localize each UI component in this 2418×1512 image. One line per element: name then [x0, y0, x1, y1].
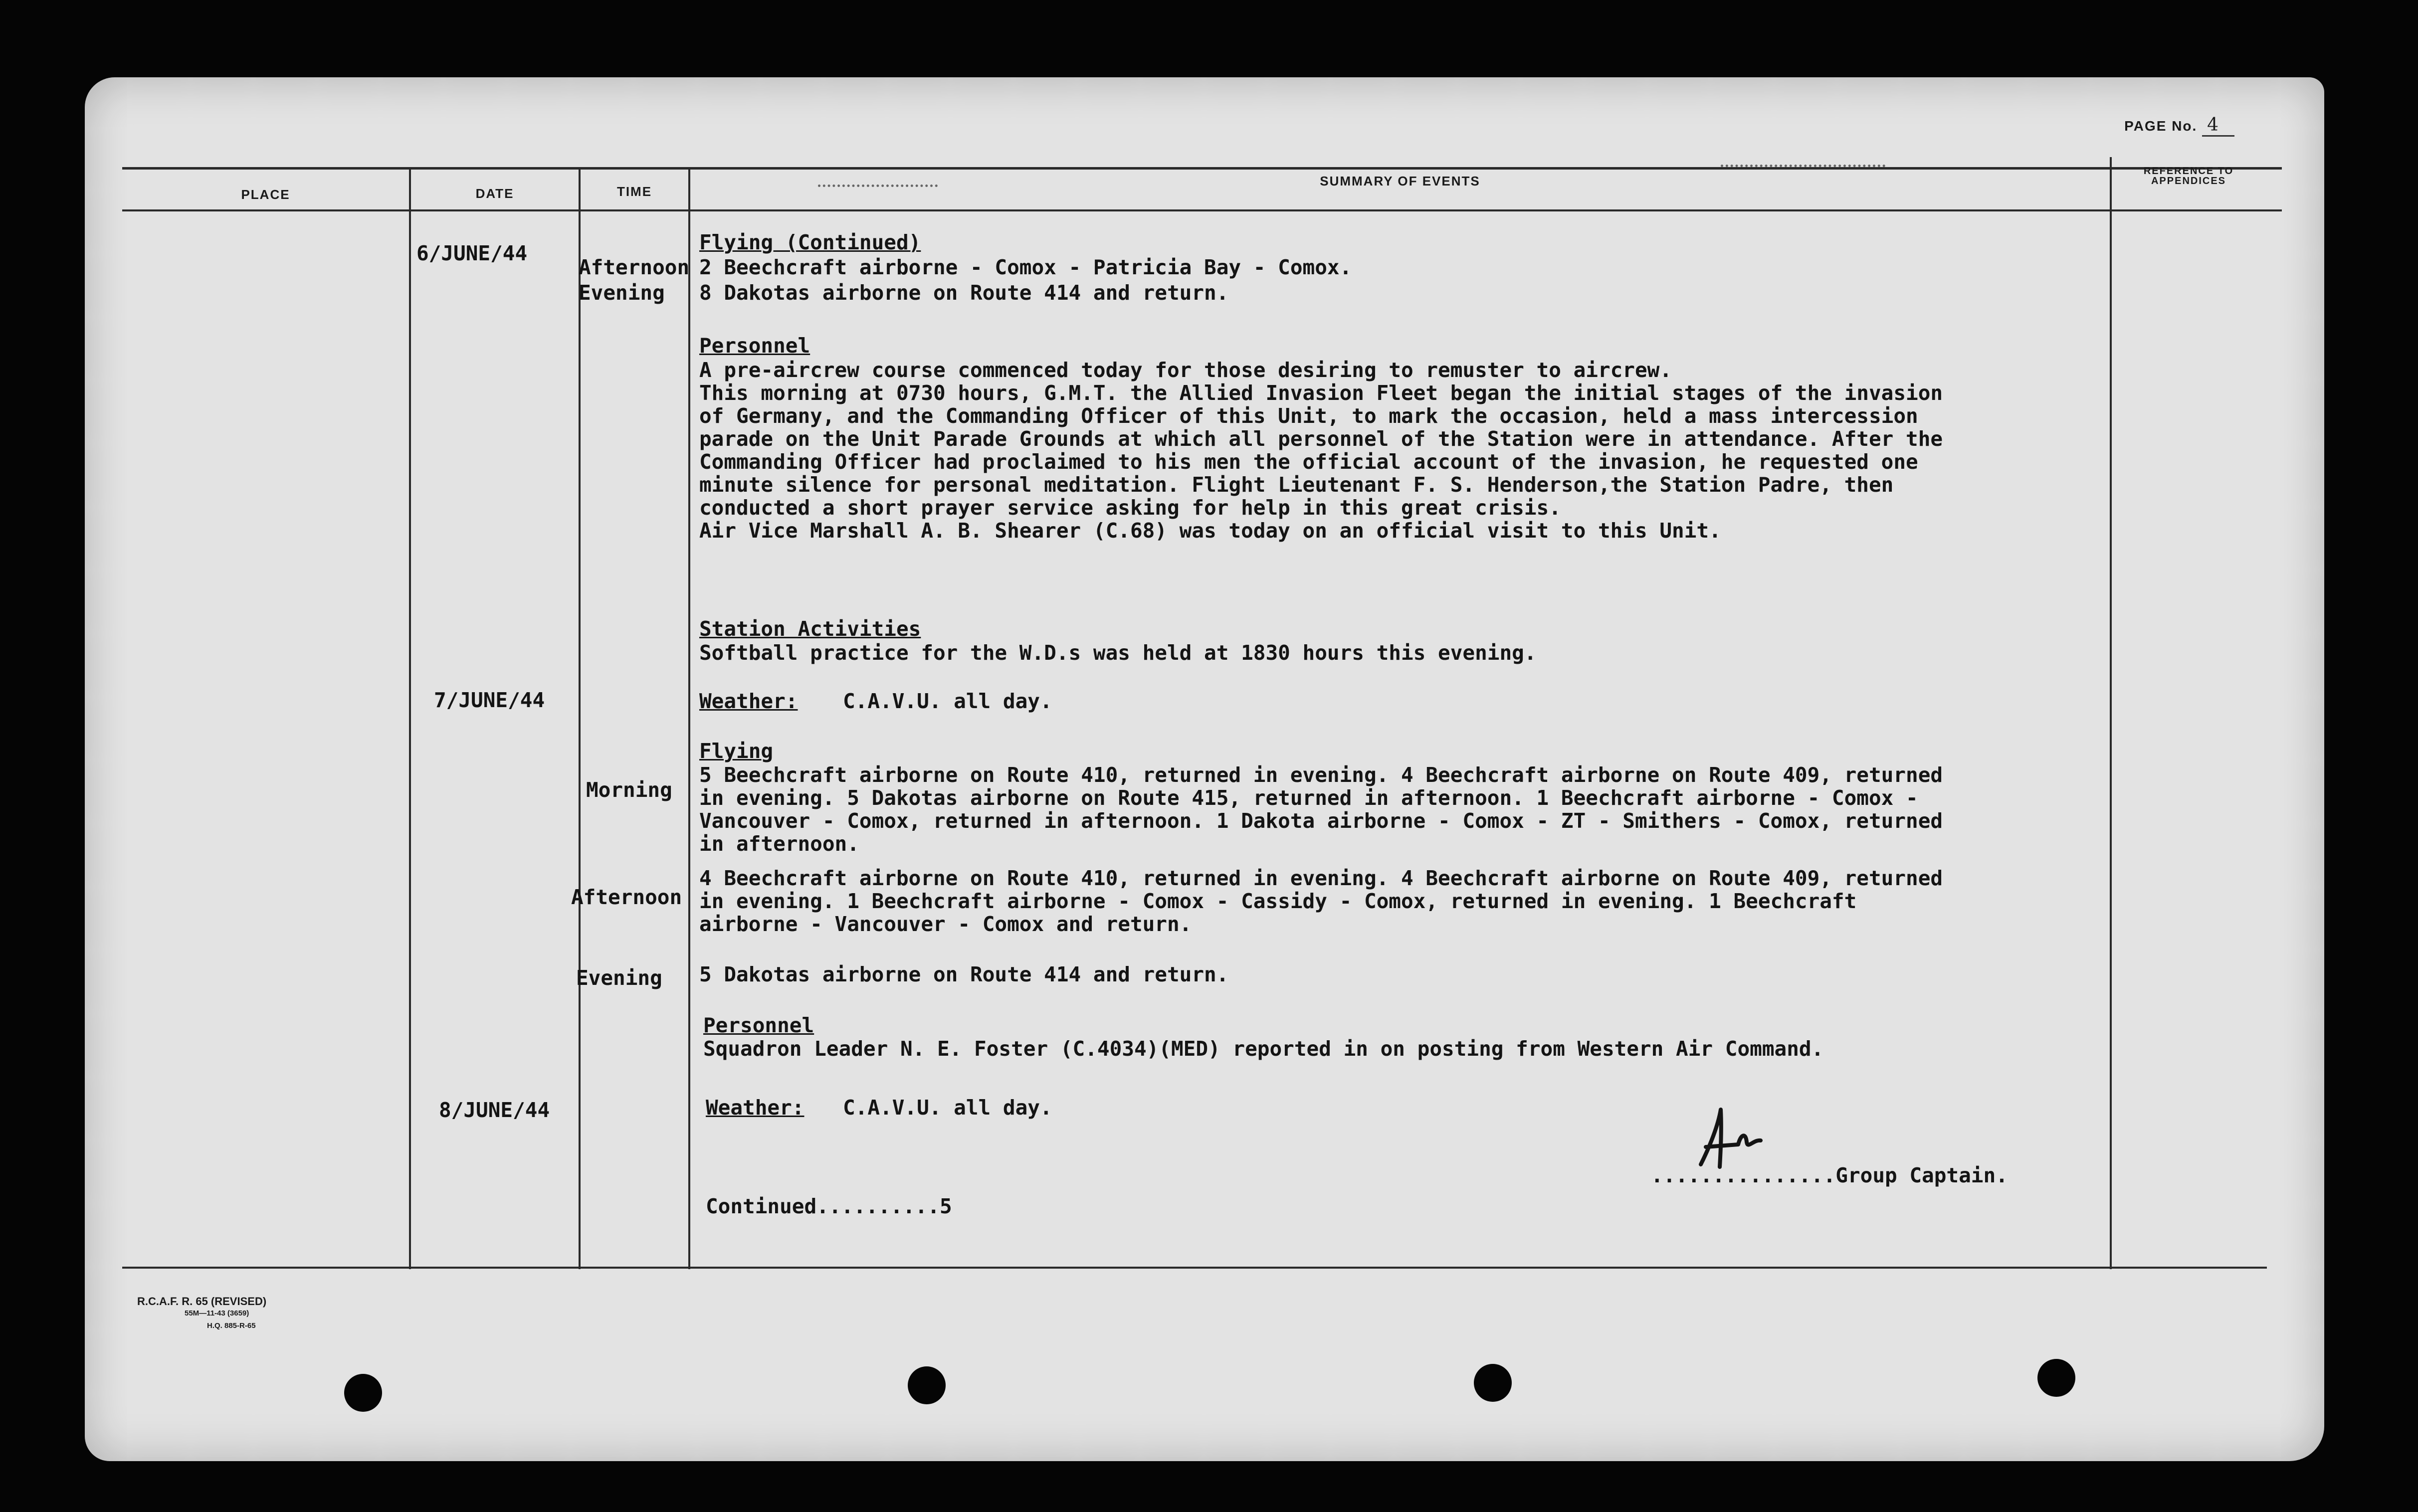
- summary-line: 5 Dakotas airborne on Route 414 and return.: [699, 962, 1229, 986]
- summary-line: Softball practice for the W.D.s was held at 1830 hours this evening.: [699, 641, 1537, 665]
- punch-hole: [1474, 1364, 1512, 1402]
- header-time: TIME: [616, 184, 652, 199]
- header-rule: [122, 209, 2282, 211]
- summary-line: in afternoon.: [699, 832, 859, 856]
- heading-weather-8-june: Weather:: [706, 1096, 805, 1120]
- form-id-line-1: R.C.A.F. R. 65 (REVISED): [137, 1295, 267, 1308]
- time-morning: Morning: [586, 778, 672, 802]
- summary-line: airborne - Vancouver - Comox and return.: [699, 912, 1192, 936]
- summary-line: minute silence for personal meditation. Flight Lieutenant F. S. Henderson,the Station Padre, then: [699, 473, 1894, 497]
- record-sheet: [85, 77, 2324, 1461]
- summary-line: A pre-aircrew course commenced today for those desiring to remuster to aircrew.: [699, 358, 1672, 382]
- time-evening-2: Evening: [576, 966, 662, 990]
- place-date-divider: [409, 167, 411, 1269]
- summary-line: of Germany, and the Commanding Officer of this Unit, to mark the occasion, held a mass intercession: [699, 404, 1918, 428]
- page-number-label: PAGE No.: [2124, 118, 2198, 134]
- punch-hole: [908, 1366, 946, 1404]
- summary-line: Squadron Leader N. E. Foster (C.4034)(MED) reported in on posting from Western Air Command.: [703, 1037, 1824, 1061]
- date-time-divider: [579, 167, 581, 1269]
- header-reference: REFERENCE TO APPENDICES: [2143, 166, 2234, 187]
- time-summary-divider: [688, 167, 690, 1269]
- heading-personnel-2: Personnel: [703, 1013, 814, 1037]
- header-summary: SUMMARY OF EVENTS: [1320, 174, 1480, 189]
- header-date: DATE: [475, 186, 514, 201]
- summary-line: in evening. 5 Dakotas airborne on Route 415, returned in afternoon. 1 Beechcraft airborne - Comox -: [699, 786, 1918, 810]
- time-evening-1: Evening: [579, 281, 665, 305]
- time-afternoon-2: Afternoon: [571, 885, 682, 909]
- punch-hole: [344, 1374, 382, 1412]
- summary-reference-divider: [2110, 157, 2112, 1269]
- weather-7-june-value: C.A.V.U. all day.: [843, 689, 1052, 713]
- signature-line: ...............Group Captain.: [1651, 1163, 2008, 1187]
- heading-personnel-1: Personnel: [699, 334, 810, 358]
- summary-line: 8 Dakotas airborne on Route 414 and return.: [699, 281, 1229, 305]
- summary-line: This morning at 0730 hours, G.M.T. the Allied Invasion Fleet began the initial stages of the invasion: [699, 381, 1943, 405]
- summary-line: in evening. 1 Beechcraft airborne - Comox - Cassidy - Comox, returned in evening. 1 Beechcraft: [699, 889, 1857, 913]
- bottom-rule: [122, 1267, 2267, 1269]
- continued-note: Continued..........5: [706, 1194, 952, 1218]
- summary-line: conducted a short prayer service asking for help in this great crisis.: [699, 496, 1561, 520]
- heading-flying-continued: Flying (Continued): [699, 230, 921, 254]
- summary-line: 5 Beechcraft airborne on Route 410, returned in evening. 4 Beechcraft airborne on Route 409, returned: [699, 763, 1943, 787]
- summary-line: Vancouver - Comox, returned in afternoon. 1 Dakota airborne - Comox - ZT - Smithers - Comox, returned: [699, 809, 1943, 833]
- heading-station-activities: Station Activities: [699, 617, 921, 641]
- summary-line: Air Vice Marshall A. B. Shearer (C.68) was today on an official visit to this Unit.: [699, 519, 1721, 543]
- summary-line: parade on the Unit Parade Grounds at which all personnel of the Station were in attendance. After the: [699, 427, 1943, 451]
- form-id-line-3: H.Q. 885-R-65: [207, 1322, 256, 1330]
- punch-hole: [2037, 1359, 2075, 1397]
- header-dotted-rule-right: [1721, 165, 1885, 167]
- heading-flying-7-june: Flying: [699, 739, 774, 763]
- page-number-value: 4: [2202, 115, 2234, 137]
- summary-line: 2 Beechcraft airborne - Comox - Patricia Bay - Comox.: [699, 255, 1352, 279]
- date-8-june-44: 8/JUNE/44: [439, 1098, 550, 1122]
- date-7-june-44: 7/JUNE/44: [434, 688, 545, 712]
- time-afternoon-1: Afternoon: [579, 255, 690, 279]
- heading-weather-7-june: Weather:: [699, 689, 798, 713]
- page-number: [2124, 115, 2234, 135]
- summary-line: Commanding Officer had proclaimed to his men the official account of the invasion, he requested one: [699, 450, 1918, 474]
- top-rule: [122, 167, 2282, 170]
- weather-8-june-value: C.A.V.U. all day.: [843, 1096, 1052, 1120]
- summary-line: 4 Beechcraft airborne on Route 410, returned in evening. 4 Beechcraft airborne on Route 409, returned: [699, 866, 1943, 890]
- signature-mark: [1691, 1105, 1776, 1174]
- form-id-line-2: 55M—11-43 (3659): [185, 1309, 249, 1318]
- header-place: PLACE: [241, 187, 290, 202]
- date-6-june-44: 6/JUNE/44: [416, 241, 528, 265]
